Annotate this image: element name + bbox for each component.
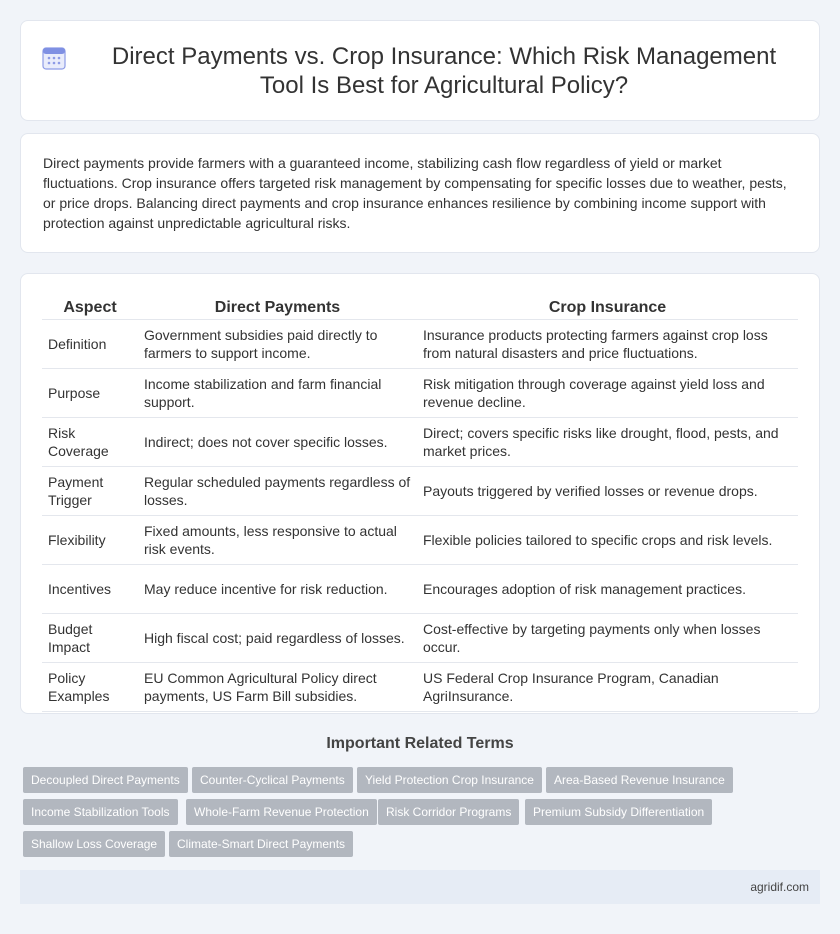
header-card — [20, 20, 820, 121]
direct-payments-cell: EU Common Agricultural Policy direct payments, US Farm Bill subsidies. — [138, 662, 417, 711]
related-term-tag[interactable]: Decoupled Direct Payments — [23, 767, 188, 793]
crop-insurance-cell: Cost-effective by targeting payments only when losses occur. — [417, 613, 798, 662]
crop-insurance-cell: US Federal Crop Insurance Program, Canadian AgriInsurance. — [417, 662, 798, 711]
direct-payments-cell: May reduce incentive for risk reduction. — [138, 564, 417, 613]
document-grid-icon — [41, 45, 67, 71]
related-term-tag[interactable]: Whole-Farm Revenue Protection — [186, 799, 377, 825]
aspect-cell: Incentives — [42, 564, 138, 613]
intro-paragraph: Direct payments provide farmers with a guaranteed income, stabilizing cash flow regardless of yield or market fluctuations. Crop insurance offers targeted risk management by compensating for specific losses due to weather, pests, or price drops. Balancing direct payments and crop insurance enhances resilience by combining income support with protection against unpredictable agricultural risks. — [43, 155, 787, 231]
direct-payments-cell: Regular scheduled payments regardless of losses. — [138, 466, 417, 515]
comparison-table — [42, 294, 798, 712]
aspect-cell: Flexibility — [42, 515, 138, 564]
direct-payments-cell: High fiscal cost; paid regardless of losses. — [138, 613, 417, 662]
intro-card — [20, 133, 820, 253]
aspect-cell: Payment Trigger — [42, 466, 138, 515]
related-term-tag[interactable]: Shallow Loss Coverage — [23, 831, 165, 857]
comparison-card — [20, 273, 820, 714]
crop-insurance-cell: Encourages adoption of risk management practices. — [417, 564, 798, 613]
footer-site-link[interactable]: agridif.com — [750, 880, 809, 894]
column-header-aspect: Aspect — [42, 294, 138, 319]
crop-insurance-cell: Risk mitigation through coverage against yield loss and revenue decline. — [417, 368, 798, 417]
related-term-tag[interactable]: Area-Based Revenue Insurance — [546, 767, 733, 793]
related-term-tag[interactable]: Income Stabilization Tools — [23, 799, 178, 825]
page-title: Direct Payments vs. Crop Insurance: Which Risk Management Tool Is Best for Agricultural Policy? — [111, 42, 777, 99]
table-row — [42, 417, 798, 466]
table-header-row — [42, 294, 798, 319]
table-row — [42, 319, 798, 368]
direct-payments-cell: Income stabilization and farm financial support. — [138, 368, 417, 417]
related-term-tag[interactable]: Risk Corridor Programs — [378, 799, 519, 825]
aspect-cell: Risk Coverage — [42, 417, 138, 466]
direct-payments-cell: Fixed amounts, less responsive to actual risk events. — [138, 515, 417, 564]
crop-insurance-cell: Direct; covers specific risks like drought, flood, pests, and market prices. — [417, 417, 798, 466]
table-row — [42, 466, 798, 515]
related-term-tag[interactable]: Counter-Cyclical Payments — [192, 767, 353, 793]
direct-payments-cell: Government subsidies paid directly to farmers to support income. — [138, 319, 417, 368]
table-row — [42, 515, 798, 564]
crop-insurance-cell: Flexible policies tailored to specific crops and risk levels. — [417, 515, 798, 564]
column-header-crop-insurance: Crop Insurance — [417, 294, 798, 319]
aspect-cell: Definition — [42, 319, 138, 368]
column-header-direct-payments: Direct Payments — [138, 294, 417, 319]
table-row — [42, 564, 798, 613]
related-term-tag[interactable]: Yield Protection Crop Insurance — [357, 767, 542, 793]
related-term-tag[interactable]: Premium Subsidy Differentiation — [525, 799, 712, 825]
related-terms-heading: Important Related Terms — [326, 735, 514, 752]
table-row — [42, 662, 798, 711]
related-term-tag[interactable]: Climate-Smart Direct Payments — [169, 831, 353, 857]
table-row — [42, 368, 798, 417]
aspect-cell: Purpose — [42, 368, 138, 417]
aspect-cell: Policy Examples — [42, 662, 138, 711]
aspect-cell: Budget Impact — [42, 613, 138, 662]
direct-payments-cell: Indirect; does not cover specific losses. — [138, 417, 417, 466]
crop-insurance-cell: Insurance products protecting farmers against crop loss from natural disasters and price fluctuations. — [417, 319, 798, 368]
footer — [20, 870, 820, 904]
crop-insurance-cell: Payouts triggered by verified losses or revenue drops. — [417, 466, 798, 515]
table-row — [42, 613, 798, 662]
